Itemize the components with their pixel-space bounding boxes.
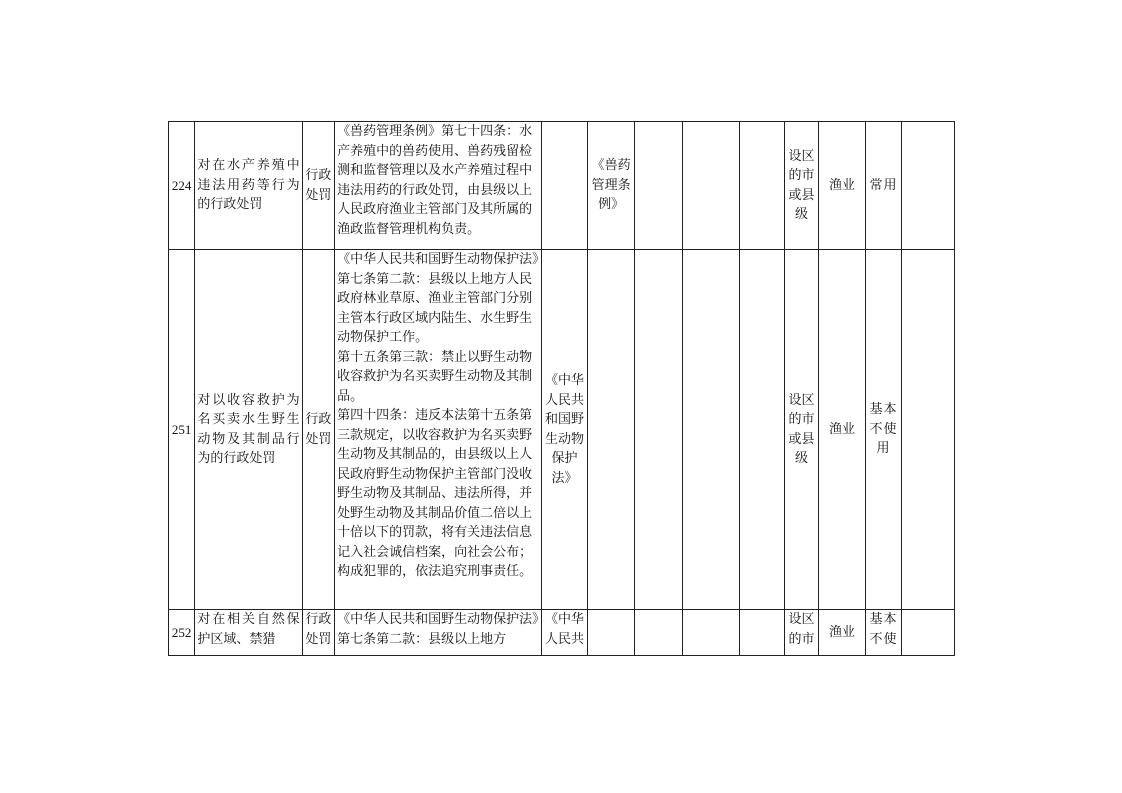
item-type: 行政处罚: [302, 122, 334, 250]
enforcement-level-text: 设区的市或县级: [788, 392, 815, 466]
law-name: [541, 610, 588, 656]
basis-paragraph: 第四十四条：违反本法第十五条第三款规定，以收容救护为名买卖野生动物及其制品的，由县级以上人民政府野生动物保护主管部门没收野生动物及其制品、违法所得，并处野生动物及其制品价值二倍以上十倍以下的罚款，将有关违法信息记入社会诚信档案，向社会公布；构成犯罪的，依法追究刑事责任。: [337, 408, 533, 579]
empty-cell: [740, 610, 785, 656]
law-name: [541, 250, 588, 610]
item-type-text: 行政处罚: [305, 612, 332, 647]
enforcement-level: [784, 250, 818, 610]
industry: 渔业: [819, 122, 866, 250]
law-reference: [588, 122, 635, 250]
frequency: [865, 610, 901, 656]
frequency-text: 常用: [869, 177, 898, 193]
legal-basis: [335, 610, 542, 656]
empty-cell: [902, 610, 955, 656]
empty-cell: [740, 122, 785, 250]
empty-cell: [634, 250, 683, 610]
enforcement-level-text: 设区的市: [788, 612, 815, 647]
item-name: [195, 610, 302, 656]
frequency-text: 基本不使用: [869, 402, 898, 457]
frequency: [865, 122, 901, 250]
row-number: 252: [169, 610, 195, 656]
basis-paragraph: 《中华人民共和国野生动物保护法》第七条第二款：县级以上地方人民政府林业草原、渔业主管部门分别主管本行政区域内陆生、水生野生动物保护工作。: [337, 252, 539, 345]
legal-basis: [335, 250, 542, 610]
row-number: 224: [169, 122, 195, 250]
law-reference-text: 《兽药管理条例》: [591, 158, 631, 213]
empty-cell: [683, 250, 740, 610]
row-number: 251: [169, 250, 195, 610]
empty-cell: [902, 122, 955, 250]
table-row: [169, 122, 955, 250]
legal-basis: [335, 122, 542, 250]
item-type: [302, 610, 334, 656]
law-name-text: 《中华人民共和国野生动物保护法》: [545, 373, 585, 486]
enforcement-level: [784, 122, 818, 250]
item-type: 行政处罚: [302, 250, 334, 610]
enforcement-level-text: 设区的市或县级: [788, 148, 815, 222]
empty-cell: [588, 610, 635, 656]
empty-cell: [588, 250, 635, 610]
frequency-text: 基本不使: [869, 612, 898, 647]
item-name: 对在水产养殖中违法用药等行为的行政处罚: [195, 122, 302, 250]
enforcement-level: [784, 610, 818, 656]
industry: 渔业: [819, 250, 866, 610]
law-name: [541, 122, 588, 250]
basis-paragraph: 《中华人民共和国野生动物保护法》第七条第二款：县级以上地方: [337, 612, 539, 647]
item-name-text: 对在相关自然保护区域、禁猎: [197, 612, 300, 647]
law-name-text: 《中华人民共: [545, 612, 585, 647]
table-row: [169, 250, 955, 610]
item-name: 对以收容救护为名买卖水生野生动物及其制品行为的行政处罚: [195, 250, 302, 610]
basis-paragraph: 《兽药管理条例》第七十四条：水产养殖中的兽药使用、兽药残留检测和监督管理以及水产养殖过程中违法用药的行政处罚，由县级以上人民政府渔业主管部门及其所属的渔政监督管理机构负责。: [337, 124, 533, 237]
regulation-table: [168, 121, 955, 656]
empty-cell: [683, 610, 740, 656]
empty-cell: [634, 610, 683, 656]
empty-cell: [902, 250, 955, 610]
frequency: [865, 250, 901, 610]
empty-cell: [683, 122, 740, 250]
industry: 渔业: [819, 610, 866, 656]
empty-cell: [740, 250, 785, 610]
empty-cell: [634, 122, 683, 250]
table-row: [169, 610, 955, 656]
basis-paragraph: 第十五条第三款：禁止以野生动物收容救护为名买卖野生动物及其制品。: [337, 349, 533, 404]
